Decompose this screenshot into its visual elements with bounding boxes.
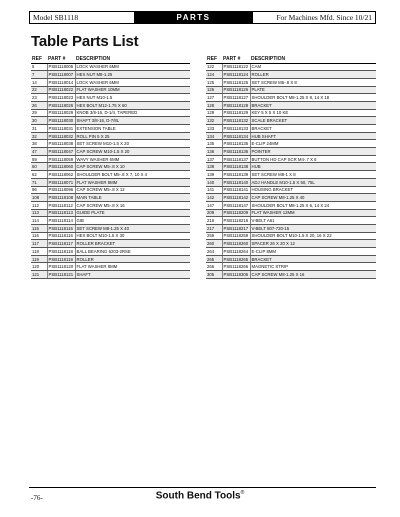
table-row [31,132,190,140]
ref-cell: 132 [206,117,222,125]
column-header-description: DESCRIPTION [250,56,376,63]
table-row [206,163,376,171]
ref-cell: 216 [206,217,222,225]
description-cell: ROLLER BRACKET [75,240,190,248]
table-row [206,125,376,133]
part-number-cell: PSB1118047 [48,148,74,154]
page-title: Table Parts List [31,33,139,50]
description-cell: FLAT WASHER 12MM [250,209,376,217]
column-header-ref: REF [31,56,47,63]
ref-cell: 138 [206,163,222,171]
part-number-cell: PSB1118114 [47,217,75,225]
table-row [206,232,376,240]
description-cell: LOCK WASHER 6MM [75,63,190,71]
description-cell: SHOULDER BOLT M10-1.5 X 20, 16 X 22 [250,232,376,240]
brand-name [0,490,400,501]
table-row [31,63,190,71]
description-cell: BUTTON HD CAP SCR M4-.7 X 6 [250,155,376,163]
description-cell: SHAFT 3/8-16, D-7/8L [75,117,190,125]
table-row [31,255,190,263]
ref-cell: 14 [31,78,47,86]
description-cell: SHOULDER BOLT M8-1.25 X 8, 14 X 18 [250,94,376,102]
table-row [206,71,376,79]
description-cell: FLAT WASHER 10MM [75,86,190,94]
part-number-cell: PSB1118117 [47,240,75,248]
description-cell: BALL BEARING 6203-2RSE [75,248,190,256]
ref-cell: 120 [31,263,47,271]
ref-cell: 26 [31,101,47,109]
ref-cell: 127 [206,94,222,102]
description-cell: ROLL PIN 5 X 25 [75,132,190,140]
column-header-part: PART # [222,56,250,63]
description-cell: SET SCREW M5-.8 X 8 [250,78,376,86]
part-number-cell: PSB1118116 [47,232,75,240]
description-cell: HEX BOLT M12-1.75 X 60 [75,101,190,109]
table-row [31,117,190,125]
table-row [206,240,376,248]
table-row [31,263,190,271]
column-header-ref: REF [206,56,222,63]
parts-table-left [31,56,190,279]
ref-cell: 264 [206,248,222,256]
table-row [206,194,376,202]
part-number-cell: PSB1118030 [48,118,74,124]
ref-cell: 59 [31,155,47,163]
ref-cell: 113 [31,209,47,217]
description-cell: GIB [75,217,190,225]
table-row [206,263,376,271]
ref-cell: 114 [31,217,47,225]
description-cell: BRACKET [250,125,376,133]
table-row [206,248,376,256]
part-number-cell: PSB1118005 [48,64,74,70]
part-number-cell: PSB1118139 [223,171,249,177]
part-number-cell: PSB1118122 [223,64,249,70]
part-number-cell: PSB1118014 [48,79,74,85]
table-row [31,248,190,256]
ref-cell: 32 [31,132,47,140]
description-cell: SET SCREW M10-1.5 X 20 [75,140,190,148]
table-row [206,86,376,94]
brand-text: South Bend Tools [155,490,241,502]
ref-cell: 137 [206,155,222,163]
part-number-cell: PSB1118026 [48,102,74,108]
description-cell: CAP SCREW M5-.8 X 10 [75,163,190,171]
table-row [31,186,190,194]
description-cell: ROLLER [75,255,190,263]
part-number-cell: PSB1118142 [223,195,249,201]
ref-cell: 136 [206,148,222,156]
part-number-cell: PSB1118096 [48,187,74,193]
description-cell: HUB [250,163,376,171]
ref-cell: 305 [206,271,222,279]
table-header-row [206,56,376,63]
ref-cell: 139 [206,171,222,179]
table-row [31,201,190,209]
part-number-cell: PSB1118029 [48,110,74,116]
description-cell: V-BELT 807-720-15 [250,224,376,232]
ref-cell: 7 [31,71,47,79]
part-number-cell: PSB1118129 [223,110,249,116]
ref-cell: 118 [31,248,47,256]
part-number-cell: PSB1118141 [223,187,249,193]
part-number-cell: PSB1118217 [223,225,249,231]
ref-cell: 122 [206,63,222,71]
part-number-cell: PSB1118127 [223,95,249,101]
part-number-cell: PSB1118007 [48,72,74,78]
ref-cell: 121 [31,271,47,279]
ref-cell: 265 [206,255,222,263]
table-row [206,94,376,102]
part-number-cell: PSB1118138 [223,164,249,170]
part-number-cell: PSB1118147 [223,202,249,208]
table-row [31,217,190,225]
description-cell: E-CLIP 24MM [250,140,376,148]
table-row [206,201,376,209]
ref-cell: 125 [206,78,222,86]
description-cell: ROLLER [250,71,376,79]
part-number-cell: PSB1118137 [223,156,249,162]
table-row [31,224,190,232]
table-row [31,155,190,163]
ref-cell: 141 [206,186,222,194]
table-row [31,101,190,109]
part-number-cell: PSB1118031 [48,125,74,131]
column-header-description: DESCRIPTION [75,56,190,63]
description-cell: SET SCREW M8-1.25 X 40 [75,224,190,232]
ref-cell: 108 [31,194,47,202]
ref-cell: 112 [31,201,47,209]
parts-table-left-body [31,63,190,278]
description-cell: V-BELT A61 [250,217,376,225]
description-cell: MAIN TABLE [75,194,190,202]
part-number-cell: PSB1118140 [223,179,249,185]
table-row [206,186,376,194]
parts-table-right [206,56,376,279]
description-cell: MAGNETIC STRIP [250,263,376,271]
ref-cell: 126 [206,86,222,94]
ref-cell: 96 [31,186,47,194]
ref-cell: 217 [206,224,222,232]
description-cell: POINTER [250,148,376,156]
part-number-cell: PSB1118128 [223,102,249,108]
table-row [206,101,376,109]
ref-cell: 62 [31,171,47,179]
part-number-cell: PSB1118132 [223,118,249,124]
table-row [31,71,190,79]
description-cell: KEY 5 X 5 X 10 KE [250,109,376,117]
part-number-cell: PSB1118118 [47,248,75,256]
table-row [206,140,376,148]
part-number-cell: PSB1118115 [47,224,75,232]
table-row [31,109,190,117]
description-cell: EXTENSION TABLE [75,125,190,133]
description-cell: SHAFT [75,271,190,279]
table-row [206,255,376,263]
description-cell: BRACKET [250,255,376,263]
ref-cell: 119 [31,255,47,263]
manufacture-note: For Machines Mfd. Since 10/21 [253,12,375,23]
page-header [29,11,376,24]
description-cell: LOCK WASHER 6MM [75,78,190,86]
part-number-cell: PSB1118032 [48,133,74,139]
part-number-cell: PSB1118119 [47,255,75,263]
table-header-row [31,56,190,63]
table-row [206,155,376,163]
model-number: Model SB1118 [30,12,134,23]
table-row [31,209,190,217]
description-cell: SPACER 26 X 20 X 12 [250,240,376,248]
ref-cell: 30 [31,117,47,125]
ref-cell: 260 [206,240,222,248]
table-row [31,163,190,171]
footer-rule [29,487,376,488]
description-cell: HEX NUT M8-1.25 [75,71,190,79]
description-cell: CAP SCREW M5-.8 X 16 [75,201,190,209]
table-row [31,148,190,156]
ref-cell: 60 [31,163,47,171]
table-row [206,78,376,86]
ref-cell: 23 [31,94,47,102]
table-row [206,148,376,156]
description-cell: CAP SCREW M10-1.5 X 20 [75,148,190,156]
description-cell: E-CLIP 8MM [250,248,376,256]
ref-cell: 259 [206,232,222,240]
table-row [31,86,190,94]
description-cell: WAVY WASHER 6MM [75,155,190,163]
description-cell: FLAT WASHER 8MM [75,178,190,186]
ref-cell: 124 [206,71,222,79]
description-cell: SET SCREW M8-1 X 8 [250,171,376,179]
part-number-cell: PSB1118136 [223,148,249,154]
ref-cell: 5 [31,63,47,71]
page-number: -76- [31,494,43,502]
ref-cell: 71 [31,178,47,186]
part-number-cell: PSB1118121 [48,271,74,277]
table-row [206,171,376,179]
part-number-cell: PSB1118216 [223,218,249,224]
description-cell: CAP SCREW M5-.8 X 12 [75,186,190,194]
table-row [31,78,190,86]
ref-cell: 133 [206,125,222,133]
table-row [31,171,190,179]
ref-cell: 128 [206,101,222,109]
part-number-cell: PSB1118125 [223,79,249,85]
description-cell: GUIDE PLATE [75,209,190,217]
part-number-cell: PSB1118305 [223,271,249,277]
description-cell: ADJ HANDLE M10-1.5 X 50, 75L [250,178,376,186]
table-row [31,194,190,202]
part-number-cell: PSB1118071 [48,179,74,185]
ref-cell: 29 [31,109,47,117]
part-number-cell: PSB1118260 [223,241,249,247]
ref-cell: 47 [31,148,47,156]
ref-cell: 129 [206,109,222,117]
registered-mark: ® [240,490,245,496]
part-number-cell: PSB1118120 [48,264,74,270]
part-number-cell: PSB1118112 [47,201,75,209]
description-cell: CAP SCREW M8-1.25 X 40 [250,194,376,202]
table-row [206,178,376,186]
ref-cell: 147 [206,201,222,209]
parts-table-right-body [206,63,376,278]
part-number-cell: PSB1118266 [223,264,249,270]
part-number-cell: PSB1118135 [223,141,249,147]
table-row [31,178,190,186]
part-number-cell: PSB1118023 [48,95,74,101]
description-cell: PLATE [250,86,376,94]
ref-cell: 266 [206,263,222,271]
table-row [31,271,190,279]
part-number-cell: PSB1118133 [223,125,249,131]
description-cell: HUB SHAFT [250,132,376,140]
description-cell: CAM [250,63,376,71]
ref-cell: 22 [31,86,47,94]
table-row [206,117,376,125]
table-row [31,125,190,133]
table-row [206,63,376,71]
table-row [31,94,190,102]
description-cell: HEX BOLT M10-1.5 X 30 [75,232,190,240]
ref-cell: 134 [206,132,222,140]
part-number-cell: PSB1118113 [47,209,75,217]
part-number-cell: PSB1118059 [48,156,74,162]
ref-cell: 31 [31,125,47,133]
ref-cell: 209 [206,209,222,217]
part-number-cell: PSB1118126 [223,87,249,93]
table-row [31,140,190,148]
part-number-cell: PSB1118264 [223,248,249,254]
ref-cell: 117 [31,240,47,248]
part-number-cell: PSB1118134 [223,133,249,139]
description-cell: SHOULDER BOLT M8-1.25 X 6, 14 X 24 [250,201,376,209]
parts-tables [31,56,376,279]
column-header-part: PART # [47,56,75,63]
part-number-cell: PSB1118022 [48,87,74,93]
part-number-cell: PSB1118060 [48,164,74,170]
table-row [206,271,376,279]
description-cell: KNOB 3/8-16, D-1/4, TAPERED [75,109,190,117]
description-cell: HOUSING BRACKET [250,186,376,194]
description-cell: FLAT WASHER 8MM [75,263,190,271]
table-row [206,109,376,117]
table-row [206,217,376,225]
table-row [206,209,376,217]
description-cell: SHOULDER BOLT M5-.8 X 7, 10 X 4 [75,171,190,179]
description-cell: CAP SCREW M8-1.25 X 16 [250,271,376,279]
part-number-cell: PSB1118124 [223,72,249,78]
description-cell: BRACKET [250,101,376,109]
table-row [206,132,376,140]
ref-cell: 38 [31,140,47,148]
part-number-cell: PSB1118108 [48,195,74,201]
description-cell: SCALE BRACKET [250,117,376,125]
table-row [31,240,190,248]
part-number-cell: PSB1118038 [48,141,74,147]
ref-cell: 115 [31,224,47,232]
ref-cell: 116 [31,232,47,240]
ref-cell: 135 [206,140,222,148]
ref-cell: 142 [206,194,222,202]
description-cell: HEX NUT M10-1.5 [75,94,190,102]
part-number-cell: PSB1118062 [48,171,74,177]
section-label: PARTS [134,12,253,23]
part-number-cell: PSB1118265 [223,256,249,262]
part-number-cell: PSB1118209 [223,210,249,216]
table-row [206,224,376,232]
part-number-cell: PSB1118259 [223,233,249,239]
table-row [31,232,190,240]
ref-cell: 140 [206,178,222,186]
